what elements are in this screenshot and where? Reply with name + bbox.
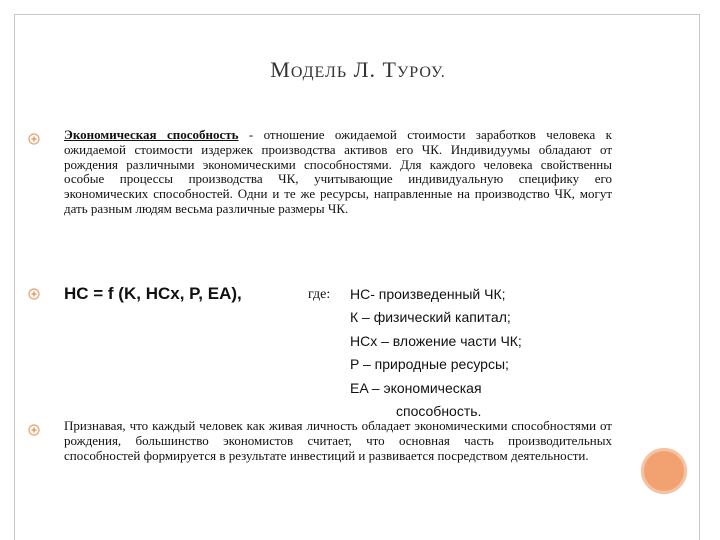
title-rest-2: УРОУ. xyxy=(396,64,446,81)
title-first-cap: М xyxy=(270,57,291,82)
economic-ability-text: - отношение ожидаемой стоимости заработков человека к ожидаемой стоимости издержек производства активов его ЧК. Индивидуумы обладают от рождения различными экономическими способностями. Для каждого человека свойственны особые процессы производства ЧК, учитывающие индивидуальную специфику его экономических способностей. Одни и те же ресурсы, направленные на производство ЧК, могут дать разным людям весьма различные размеры ЧК. xyxy=(64,127,612,216)
decorative-circle xyxy=(641,448,687,494)
where-label: где: xyxy=(308,287,331,302)
paragraph-economic-ability xyxy=(64,128,612,217)
definition-item: HC- произведенный ЧК; xyxy=(350,286,506,302)
title-mid: Л. Т xyxy=(347,57,397,82)
formula: HC = f (K, HCx, P, EA), xyxy=(64,284,242,303)
title-rest-1: ОДЕЛЬ xyxy=(290,64,348,81)
definition-item: HCx – вложение части ЧК; xyxy=(350,332,522,349)
paragraph-conclusion: Признавая, что каждый человек как живая личность обладает экономическими способностями от рождения, большинство экономистов считает, что основная часть производительных способностей формируется в результате инвестиций и развивается посредством деятельности. xyxy=(64,418,612,463)
definitions-list xyxy=(350,283,590,423)
definition-item: EA – экономическая xyxy=(350,379,482,396)
bullet-icon xyxy=(28,288,40,300)
definition-item: способность. xyxy=(396,403,482,420)
bullet-icon xyxy=(28,133,40,145)
term-economic-ability: Экономическая способность xyxy=(64,127,239,142)
definition-item: К – физический капитал; xyxy=(350,309,511,326)
bullet-icon xyxy=(28,424,40,436)
definition-item: P – природные ресурсы; xyxy=(350,356,509,373)
slide-title xyxy=(15,57,701,83)
